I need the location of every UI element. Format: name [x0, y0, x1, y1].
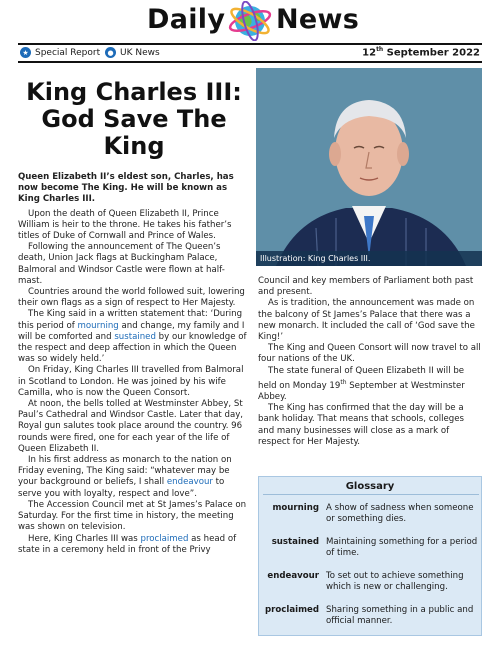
tag-uk-news-label: UK News: [120, 47, 160, 58]
masthead: [0, 0, 500, 42]
article-paragraph: Upon the death of Queen Elizabeth II, Prince William is heir to the throne. He takes his father’s titles of Duke of Cornwall and Prince of Wales.: [18, 208, 232, 242]
article-column-right: [258, 276, 482, 448]
king-portrait-image: [256, 68, 482, 266]
globe-icon: ●: [105, 47, 116, 58]
article-paragraph: The King has confirmed that the day will be a bank holiday. That means that schools, colleges and many businesses will close as a mark of respect for Her Majesty.: [258, 403, 464, 447]
article-paragraph: The Accession Council met at St James’s Palace on Saturday. For the first time in history, the meeting was shown on television.: [18, 499, 247, 533]
tag-bar: [18, 46, 482, 61]
glossary-title: Glossary: [345, 481, 395, 492]
glossary-term: sustained: [271, 537, 319, 547]
article-paragraph: The King said in a written statement that: ‘During this period of mourning and change, my family and I will be comforted and sustained by our knowledge of the respect and deep affection in which the Queen was so widely held.’: [18, 309, 247, 365]
masthead-daily: Daily: [147, 4, 226, 35]
glossary-definition: Sharing something in a public and official manner.: [326, 605, 474, 626]
keyword-link-proclaimed[interactable]: proclaimed: [140, 533, 189, 544]
article-paragraph: At noon, the bells tolled at Westminster Abbey, St Paul’s Cathedral and Windsor Castle. Later that day, Royal gun salutes took place around the country. 96 rounds were fired, one for each year of the life of Queen Elizabeth II.: [18, 399, 244, 454]
issue-date: 12th September 2022: [362, 46, 480, 59]
glossary-term: proclaimed: [264, 605, 319, 615]
article-paragraph: Following the announcement of The Queen’s death, Union Jack flags at Buckingham Palace, Balmoral and Windsor Castle were flown at half-mast.: [18, 242, 225, 286]
keyword-link-mourning[interactable]: mourning: [77, 320, 119, 331]
glossary-box: [258, 476, 482, 636]
masthead-rule-bottom: [18, 61, 482, 63]
article-lead: Queen Elizabeth II’s eldest son, Charles, has now become The King. He will be known as King Charles III.: [18, 172, 234, 205]
photo-caption: Illustration: King Charles III.: [256, 251, 482, 266]
masthead-news: News: [276, 4, 360, 35]
tag-special-report[interactable]: [20, 47, 100, 58]
glossary-divider: [263, 494, 479, 495]
tag-uk-news[interactable]: [105, 47, 160, 58]
article-paragraph: Council and key members of Parliament both past and present.: [258, 276, 474, 298]
article-paragraph: In his first address as monarch to the nation on Friday evening, The King said: “whatever may be your background or beliefs, I shall endeavour to serve you with loyalty, respect and love”.: [18, 455, 232, 499]
keyword-link-endeavour[interactable]: endeavour: [166, 477, 213, 488]
article-headline: King Charles III: God Save The King: [26, 78, 242, 160]
masthead-rule-top: [18, 43, 482, 45]
globe-logo-icon: [228, 1, 272, 41]
article-paragraph: The King and Queen Consort will now travel to all four nations of the UK.: [258, 343, 481, 365]
glossary-term: mourning: [272, 503, 319, 513]
star-icon: ★: [20, 47, 31, 58]
tag-special-report-label: Special Report: [35, 47, 101, 58]
article-column-left: [18, 172, 248, 556]
article-paragraph: On Friday, King Charles III travelled from Balmoral in Scotland to London. He was joined by his wife Camilla, who is now the Queen Consort.: [18, 365, 244, 398]
article-paragraph: Here, King Charles III was proclaimed as head of state in a ceremony held in front of the Privy: [18, 533, 237, 555]
article-paragraph: The state funeral of Queen Elizabeth II will be held on Monday 19th September at Westminster Abbey.: [258, 365, 465, 402]
glossary-term: endeavour: [267, 571, 319, 581]
king-illustration: [256, 68, 482, 266]
keyword-link-sustained[interactable]: sustained: [114, 331, 156, 342]
glossary-definition: To set out to achieve something which is new or challenging.: [326, 571, 464, 592]
article-paragraph: As is tradition, the announcement was made on the balcony of St James’s Palace that there was a new monarch. It included the call of ‘God save the King!’: [258, 298, 475, 343]
article-paragraph: Countries around the world followed suit, lowering their own flags as a sign of respect to Her Majesty.: [18, 287, 245, 309]
glossary-definition: A show of sadness when someone or something dies.: [326, 503, 474, 524]
glossary-definition: Maintaining something for a period of time.: [326, 537, 478, 558]
